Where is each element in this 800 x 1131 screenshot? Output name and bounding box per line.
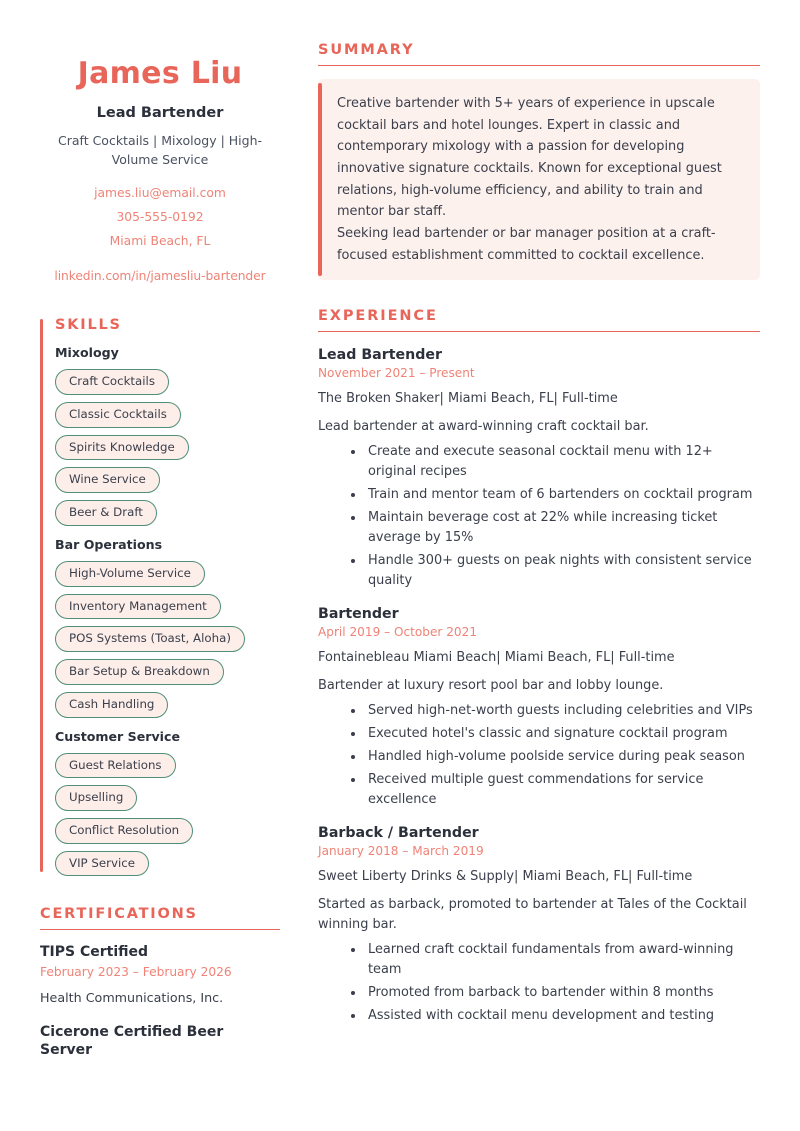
skill-pill: Spirits Knowledge bbox=[55, 435, 189, 461]
certifications-heading: CERTIFICATIONS bbox=[40, 906, 280, 930]
skill-pill: Beer & Draft bbox=[55, 500, 157, 526]
skill-pill: Classic Cocktails bbox=[55, 402, 181, 428]
experience-dates: January 2018 – March 2019 bbox=[318, 843, 484, 858]
certification-item bbox=[40, 943, 280, 1004]
summary-heading: SUMMARY bbox=[318, 42, 760, 66]
experience-bullet: • Handled high-volume poolside service during peak season bbox=[365, 747, 760, 767]
summary-box bbox=[318, 79, 760, 280]
experience-dates: April 2019 – October 2021 bbox=[318, 625, 478, 640]
experience-dates: November 2021 – Present bbox=[318, 366, 475, 381]
candidate-name: James Liu bbox=[77, 56, 243, 91]
skill-pill: Cash Handling bbox=[55, 692, 168, 718]
summary-section bbox=[318, 42, 760, 280]
experience-bullet: • Promoted from barback to bartender within 8 months bbox=[365, 983, 760, 1003]
skill-pill: Wine Service bbox=[55, 467, 160, 493]
contact-location: Miami Beach, FL bbox=[109, 234, 211, 249]
skill-pill: Guest Relations bbox=[55, 753, 176, 779]
skill-group-title: Mixology bbox=[55, 345, 119, 361]
experience-title: Bartender bbox=[318, 606, 399, 623]
skill-pill: POS Systems (Toast, Aloha) bbox=[55, 626, 245, 652]
experience-description: Started as barback, promoted to bartender at Tales of the Cocktail winning bar. bbox=[318, 896, 747, 933]
contact-block bbox=[40, 184, 280, 283]
skill-pill: High-Volume Service bbox=[55, 561, 205, 587]
skill-group bbox=[55, 345, 280, 526]
summary-paragraph-2: Seeking lead bartender or bar manager position at a craft-focused establishment committed to cocktail excellence. bbox=[337, 226, 716, 263]
skill-pill-list bbox=[55, 753, 280, 877]
experience-bullet: • Executed hotel's classic and signature cocktail program bbox=[365, 724, 760, 744]
contact-linkedin[interactable]: linkedin.com/in/jamesliu-bartender bbox=[54, 269, 266, 284]
experience-meta: Sweet Liberty Drinks & Supply| Miami Beach, FL| Full-time bbox=[318, 868, 693, 884]
candidate-tagline: Craft Cocktails | Mixology | High-Volume Service bbox=[57, 132, 263, 168]
certification-name: TIPS Certified bbox=[40, 944, 149, 961]
skill-pill: Conflict Resolution bbox=[55, 818, 193, 844]
certification-issuer: Health Communications, Inc. bbox=[40, 989, 224, 1005]
contact-phone[interactable]: 305-555-0192 bbox=[116, 210, 204, 225]
experience-meta: The Broken Shaker| Miami Beach, FL| Full-time bbox=[318, 391, 618, 407]
experience-bullet: • Learned craft cocktail fundamentals from award-winning team bbox=[365, 940, 760, 980]
certification-name: Cicerone Certified Beer Server bbox=[40, 1023, 224, 1059]
experience-item bbox=[318, 347, 760, 591]
summary-paragraph-1: Creative bartender with 5+ years of experience in upscale cocktail bars and hotel lounges. Expert in classic and contemporary mixology with a passion for developing innovative signature cocktails. Known for exceptional guest relations, high-volume efficiency, and ability to train and mentor bar staff. bbox=[337, 96, 722, 220]
sidebar bbox=[40, 40, 298, 1111]
skill-pill: Inventory Management bbox=[55, 594, 221, 620]
experience-bullet-list bbox=[318, 442, 760, 591]
experience-title: Lead Bartender bbox=[318, 347, 442, 364]
experience-bullet-list bbox=[318, 701, 760, 810]
experience-bullet-list bbox=[318, 940, 760, 1026]
experience-bullet: • Maintain beverage cost at 22% while increasing ticket average by 15% bbox=[365, 508, 760, 548]
experience-bullet: • Received multiple guest commendations for service excellence bbox=[365, 770, 760, 810]
candidate-job-title: Lead Bartender bbox=[96, 104, 224, 121]
experience-bullet: • Train and mentor team of 6 bartenders on cocktail program bbox=[365, 485, 760, 505]
experience-description: Lead bartender at award-winning craft cocktail bar. bbox=[318, 419, 649, 435]
experience-meta: Fontainebleau Miami Beach| Miami Beach, FL| Full-time bbox=[318, 650, 675, 666]
contact-email[interactable]: james.liu@email.com bbox=[94, 186, 226, 201]
skill-pill: VIP Service bbox=[55, 851, 149, 877]
main-content bbox=[298, 40, 760, 1111]
experience-section bbox=[318, 308, 760, 1026]
skills-heading: SKILLS bbox=[55, 317, 122, 334]
certifications-section bbox=[40, 906, 280, 1059]
experience-bullet: • Assisted with cocktail menu development and testing bbox=[365, 1006, 760, 1026]
experience-bullet: • Served high-net-worth guests including celebrities and VIPs bbox=[365, 701, 760, 721]
experience-item bbox=[318, 825, 760, 1026]
experience-description: Bartender at luxury resort pool bar and lobby lounge. bbox=[318, 678, 664, 694]
skill-pill-list bbox=[55, 561, 280, 718]
experience-title: Barback / Bartender bbox=[318, 824, 479, 841]
experience-bullet: • Create and execute seasonal cocktail menu with 12+ original recipes bbox=[365, 442, 760, 482]
skill-pill: Craft Cocktails bbox=[55, 369, 169, 395]
skill-group-title: Customer Service bbox=[55, 728, 180, 744]
experience-item bbox=[318, 606, 760, 810]
skill-group bbox=[55, 537, 280, 718]
skill-pill: Bar Setup & Breakdown bbox=[55, 659, 224, 685]
skill-pill-list bbox=[55, 369, 280, 526]
skill-group bbox=[55, 729, 280, 877]
experience-heading: EXPERIENCE bbox=[318, 308, 760, 332]
certification-item bbox=[40, 1023, 280, 1060]
certification-date: February 2023 – February 2026 bbox=[40, 964, 232, 979]
skill-group-title: Bar Operations bbox=[55, 536, 163, 552]
skill-pill: Upselling bbox=[55, 785, 137, 811]
skills-section bbox=[40, 317, 280, 876]
experience-bullet: • Handle 300+ guests on peak nights with consistent service quality bbox=[365, 551, 760, 591]
